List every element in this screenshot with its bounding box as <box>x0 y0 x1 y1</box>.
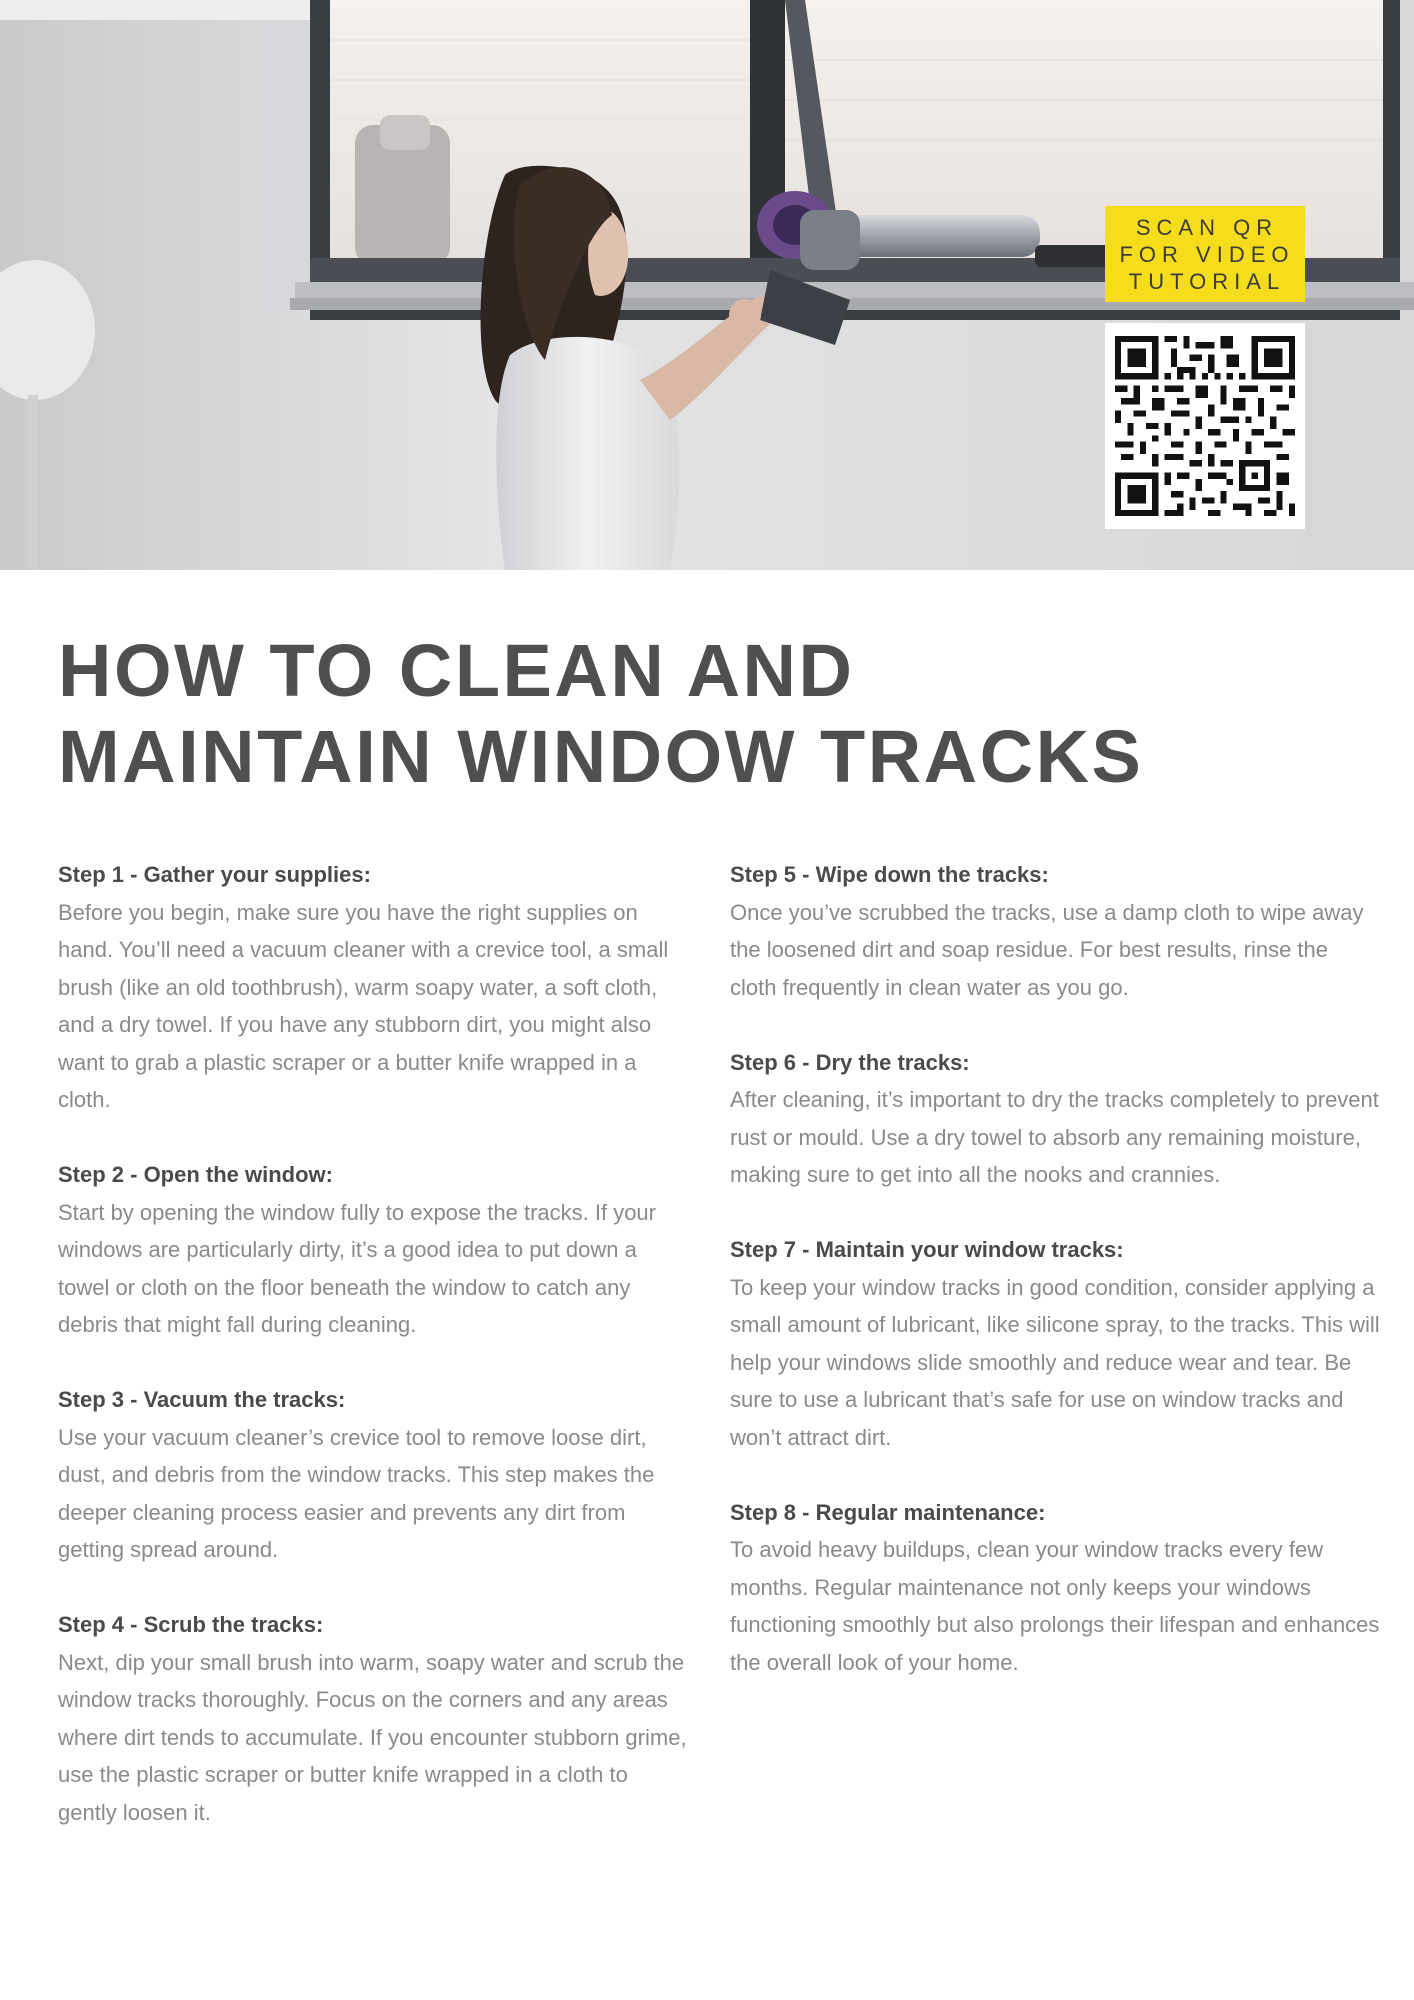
scan-qr-label: SCAN QR FOR VIDEO TUTORIAL <box>1105 206 1305 302</box>
step-6 <box>730 1044 1380 1194</box>
step-body: Once you’ve scrubbed the tracks, use a damp cloth to wipe away the loosened dirt and soap residue. For best results, rinse the cloth frequently in clean water as you go. <box>730 899 1364 1000</box>
step-5 <box>730 856 1380 1006</box>
page-title-line-1: HOW TO CLEAN AND <box>58 629 855 712</box>
step-heading: Step 8 - Regular maintenance: <box>730 1499 1046 1525</box>
step-body: After cleaning, it’s important to dry the tracks completely to prevent rust or mould. Use a dry towel to absorb any remaining moisture, making sure to get into all the nooks and crannies. <box>730 1087 1379 1187</box>
step-2 <box>58 1156 688 1344</box>
step-body: Use your vacuum cleaner’s crevice tool to remove loose dirt, dust, and debris from the window tracks. This step makes the deeper cleaning process easier and prevents any dirt from getting spread around. <box>58 1424 655 1562</box>
step-body: Next, dip your small brush into warm, soapy water and scrub the window tracks thoroughly. Focus on the corners and any areas where dirt tends to accumulate. If you encounter stubborn grime, use the plastic scraper or butter knife wrapped in a cloth to gently loosen it. <box>58 1649 687 1825</box>
steps-left-column <box>58 856 688 1869</box>
step-heading: Step 2 - Open the window: <box>58 1162 333 1187</box>
qr-code-icon <box>1115 336 1295 516</box>
step-heading: Step 7 - Maintain your window tracks: <box>730 1237 1124 1262</box>
qr-code[interactable] <box>1105 323 1305 529</box>
step-8 <box>730 1494 1380 1682</box>
step-heading: Step 3 - Vacuum the tracks: <box>58 1387 346 1412</box>
step-heading: Step 5 - Wipe down the tracks: <box>730 862 1049 887</box>
hero-photo <box>0 0 1414 570</box>
step-body: Start by opening the window fully to expose the tracks. If your windows are particularly dirty, it’s a good idea to put down a towel or cloth on the floor beneath the window to catch any debris that might fall during cleaning. <box>58 1199 656 1337</box>
steps-right-column <box>730 856 1380 1719</box>
step-1 <box>58 856 688 1119</box>
page-title <box>58 628 1358 800</box>
step-3 <box>58 1381 688 1569</box>
step-body: Before you begin, make sure you have the right supplies on hand. You’ll need a vacuum cleaner with a crevice tool, a small brush (like an old toothbrush), warm soapy water, a soft cloth, and a dry towel. If you have any stubborn dirt, you might also want to grab a plastic scraper or a butter knife wrapped in a cloth. <box>58 899 669 1112</box>
page-title-line-2: MAINTAIN WINDOW TRACKS <box>58 715 1144 798</box>
step-body: To keep your window tracks in good condition, consider applying a small amount of lubricant, like silicone spray, to the tracks. This will help your windows slide smoothly and reduce wear and tear. Be sure to use a lubricant that’s safe for use on window tracks and won’t attract dirt. <box>730 1274 1380 1450</box>
step-7 <box>730 1231 1380 1456</box>
step-heading: Step 6 - Dry the tracks: <box>730 1049 970 1075</box>
step-heading: Step 4 - Scrub the tracks: <box>58 1612 324 1637</box>
step-4 <box>58 1606 688 1831</box>
step-heading: Step 1 - Gather your supplies: <box>58 862 371 887</box>
step-body: To avoid heavy buildups, clean your window tracks every few months. Regular maintenance not only keeps your windows functioning smoothly but also prolongs their lifespan and enhances the overall look of your home. <box>730 1537 1380 1675</box>
